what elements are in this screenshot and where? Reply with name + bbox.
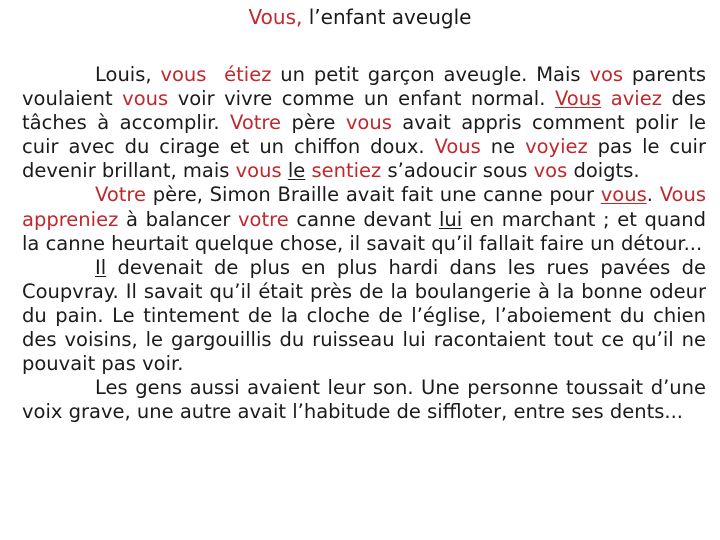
text-run: voir vivre comme un enfant normal. (168, 87, 555, 111)
text-run: père, Simon Braille avait fait une canne pour (146, 183, 601, 207)
paragraph (22, 63, 713, 183)
highlighted-word: vous (235, 159, 282, 183)
text-run: avait appris comment polir le cuir avec du cirage et un chiffon doux. (22, 111, 713, 159)
highlighted-word: vous (160, 63, 207, 86)
text-run: pas le cuir devenir brillant, mais (22, 135, 713, 183)
highlighted-word: vous (122, 87, 169, 111)
highlighted-word: votre (238, 207, 289, 231)
text-run: s’adoucir sous (381, 159, 534, 183)
highlighted-word: aviez (610, 87, 662, 111)
highlighted-word: Vous (554, 87, 602, 111)
underlined-word: Il (95, 255, 107, 279)
underlined-word: lui (438, 207, 463, 231)
highlighted-word: voyiez (525, 135, 588, 159)
text-run: l’enfant aveugle (302, 5, 472, 29)
highlighted-word: étiez (224, 63, 272, 86)
text-run: des tâches à accomplir. (22, 87, 713, 135)
text-run (706, 183, 712, 206)
highlighted-word: vous (600, 183, 647, 207)
text-run (601, 87, 611, 110)
text-run: père (281, 111, 346, 135)
underlined-word: le (287, 159, 306, 183)
text-run: parents voulaient (22, 63, 713, 111)
text-run: en marchant ; et quand la canne heurtait quelque chose, il savait qu’il fallait faire un détour... (22, 207, 713, 255)
highlighted-word: vos (589, 63, 624, 86)
paragraph (22, 376, 713, 424)
paragraph (22, 255, 713, 376)
text-run: doigts. (567, 159, 640, 183)
text-run: devenait de plus en plus hardi dans les rues pavées de Coupvray. Il savait qu’il était près de la boulangerie à la bonne odeur du pain. Le tintement de la cloche de l’église, l’aboiement du chien des voisins, le gargouillis du ruisseau lui racontaient tout ce qu’il ne pouvait pas voir. (22, 255, 713, 376)
highlighted-word: Vous, (248, 5, 303, 29)
highlighted-word: sentiez (311, 159, 382, 183)
highlighted-word: Votre (230, 111, 282, 135)
highlighted-word: vos (533, 159, 568, 183)
paragraph (22, 183, 713, 255)
highlighted-word: Votre (95, 183, 146, 207)
highlighted-word: appreniez (22, 207, 119, 231)
text-run: Les gens aussi avaient leur son. Une personne toussait d’une voix grave, une autre avait l’habitude de siffloter, entre ses dents... (22, 376, 713, 424)
text-run: Louis, (95, 63, 161, 86)
text-run (206, 63, 224, 86)
story-text (22, 63, 713, 424)
page-title (0, 5, 720, 29)
text-run: canne devant (288, 207, 439, 231)
highlighted-word: Vous (659, 183, 706, 207)
text-run: à balancer (118, 207, 239, 231)
highlighted-word: vous (345, 111, 392, 135)
text-run: un petit garçon aveugle. Mais (271, 63, 590, 86)
text-run: . (646, 183, 660, 207)
text-run: ne (480, 135, 526, 159)
highlighted-word: Vous (434, 135, 481, 159)
